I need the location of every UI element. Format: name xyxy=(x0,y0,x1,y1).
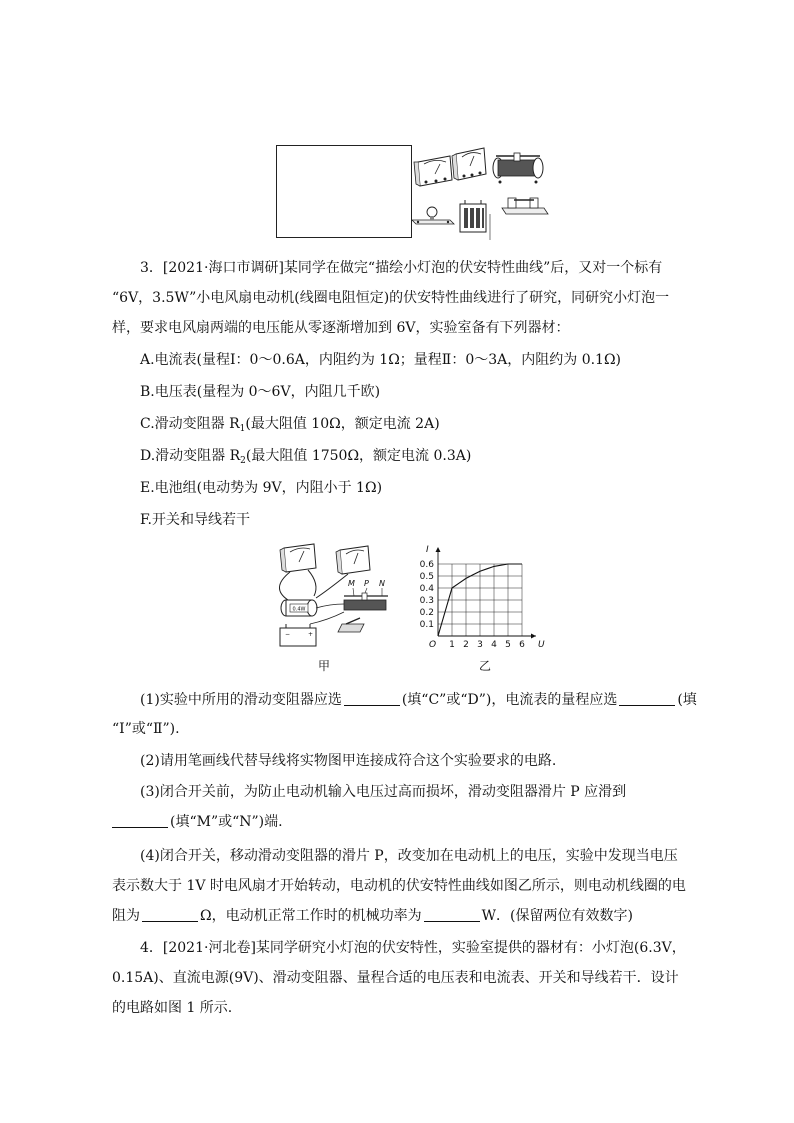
figure-jia-caption: 甲 xyxy=(318,659,331,673)
q4-line1: 4．[2021·河北卷]某同学研究小灯泡的伏安特性，实验室提供的器材有：小灯泡(6.3V， xyxy=(140,940,686,956)
x-tick-label: 3 xyxy=(477,640,483,650)
q3-sub4-line1: (4)闭合开关，移动滑动变阻器的滑片 P，改变加在电动机上的电压，实验中发现当电压 xyxy=(140,848,678,864)
answer-blank[interactable] xyxy=(424,907,480,922)
x-tick-label: 6 xyxy=(519,640,525,650)
motor-label: 0.4W xyxy=(292,606,306,613)
motor-icon xyxy=(281,600,317,616)
q3-option-d: D.滑动变阻器 $R_2$(最大阻值 1750Ω，额定电流 0.3A) xyxy=(140,448,472,466)
figure-jia-apparatus xyxy=(268,540,398,658)
answer-blank[interactable] xyxy=(112,813,168,828)
q3-sub3-line2: (填“M”或“N”)端. xyxy=(112,811,682,833)
y-tick-label: 0.6 xyxy=(419,560,434,570)
svg-text:−: − xyxy=(285,631,291,638)
x-tick-label: 2 xyxy=(463,640,469,650)
terminal-n-label: N xyxy=(379,579,385,588)
figure-yi-caption: 乙 xyxy=(479,659,492,673)
switch-icon xyxy=(502,198,548,214)
svg-text:+: + xyxy=(308,631,314,638)
bulb-icon xyxy=(412,207,454,224)
instruments-illustration xyxy=(410,144,560,242)
y-axis-arrow xyxy=(436,547,441,552)
x-tick-label: 5 xyxy=(505,640,511,650)
voltmeter-icon xyxy=(414,156,452,186)
y-tick-label: 0.2 xyxy=(419,608,434,618)
battery-icon xyxy=(460,200,490,240)
q3-option-e: E.电池组(电动势为 9V，内阻小于 1Ω) xyxy=(140,480,383,496)
y-tick-label: 0.4 xyxy=(419,584,434,594)
q3-option-a: A.电流表(量程Ⅰ：0～0.6A，内阻约为 1Ω；量程Ⅱ：0～3A，内阻约为 0.1Ω) xyxy=(140,352,622,368)
q3-line1: 3．[2021·海口市调研]某同学在做完“描绘小灯泡的伏安特性曲线”后，又对一个标有 xyxy=(140,260,663,276)
q3-option-f: F.开关和导线若干 xyxy=(140,512,250,528)
battery-icon xyxy=(280,624,316,646)
q4-line3: 的电路如图 1 所示. xyxy=(112,1000,233,1016)
x-axis-label: U xyxy=(538,640,545,650)
answer-blank[interactable] xyxy=(142,907,198,922)
x-axis-arrow xyxy=(531,634,536,639)
y-tick-label: 0.5 xyxy=(419,572,434,582)
q3-sub1-line2: “Ⅰ”或“Ⅱ”). xyxy=(112,721,180,737)
terminal-m-label: M xyxy=(348,579,355,588)
y-tick-label: 0.1 xyxy=(419,620,434,630)
answer-blank[interactable] xyxy=(344,691,400,706)
q3-sub4-line2: 表示数大于 1V 时电风扇才开始转动，电动机的伏安特性曲线如图乙所示，则电动机线圈的电 xyxy=(112,878,686,894)
ammeter-icon xyxy=(336,546,370,574)
x-tick-label: 4 xyxy=(491,640,497,650)
q3-sub1-line1: (1)实验中所用的滑动变阻器应选 (填“C”或“D”)，电流表的量程应选 (填 xyxy=(140,692,697,708)
answer-blank[interactable] xyxy=(619,691,675,706)
q3-option-c: C.滑动变阻器 $R_1$(最大阻值 10Ω，额定电流 2A) xyxy=(140,416,440,434)
voltmeter-icon xyxy=(280,544,316,572)
y-tick-label: 0.3 xyxy=(419,596,434,606)
q4-line2: 0.15A)、直流电源(9V)、滑动变阻器、量程合适的电压表和电流表、开关和导线若干．设计 xyxy=(112,970,679,986)
switch-icon xyxy=(338,618,364,632)
figure-yi-chart xyxy=(412,534,552,654)
x-tick-label: 1 xyxy=(449,640,455,650)
q3-sub2: (2)请用笔画线代替导线将实物图甲连接成符合这个实验要求的电路. xyxy=(140,753,557,769)
origin-label: O xyxy=(429,640,437,650)
q3-option-b: B.电压表(量程为 0～6V，内阻几千欧) xyxy=(140,384,381,400)
ammeter-icon xyxy=(452,148,486,180)
q3-line2: “6V，3.5W”小电风扇电动机(线圈电阻恒定)的伏安特性曲线进行了研究，同研究小灯泡一 xyxy=(112,290,670,306)
q3-sub3-line1: (3)闭合开关前，为防止电动机输入电压过高而损坏，滑动变阻器滑片 P 应滑到 xyxy=(140,784,627,800)
y-axis-label: I xyxy=(426,545,429,555)
circuit-diagram-box xyxy=(276,145,412,238)
terminal-p-label: P xyxy=(364,579,369,588)
rheostat-icon xyxy=(493,153,543,184)
rheostat-icon xyxy=(344,579,388,610)
q3-sub4-line3: 阻为 Ω，电动机正常工作时的机械功率为 W．(保留两位有效数字) xyxy=(112,908,633,924)
q3-line3: 样，要求电风扇两端的电压能从零逐渐增加到 6V，实验室备有下列器材： xyxy=(112,320,570,336)
